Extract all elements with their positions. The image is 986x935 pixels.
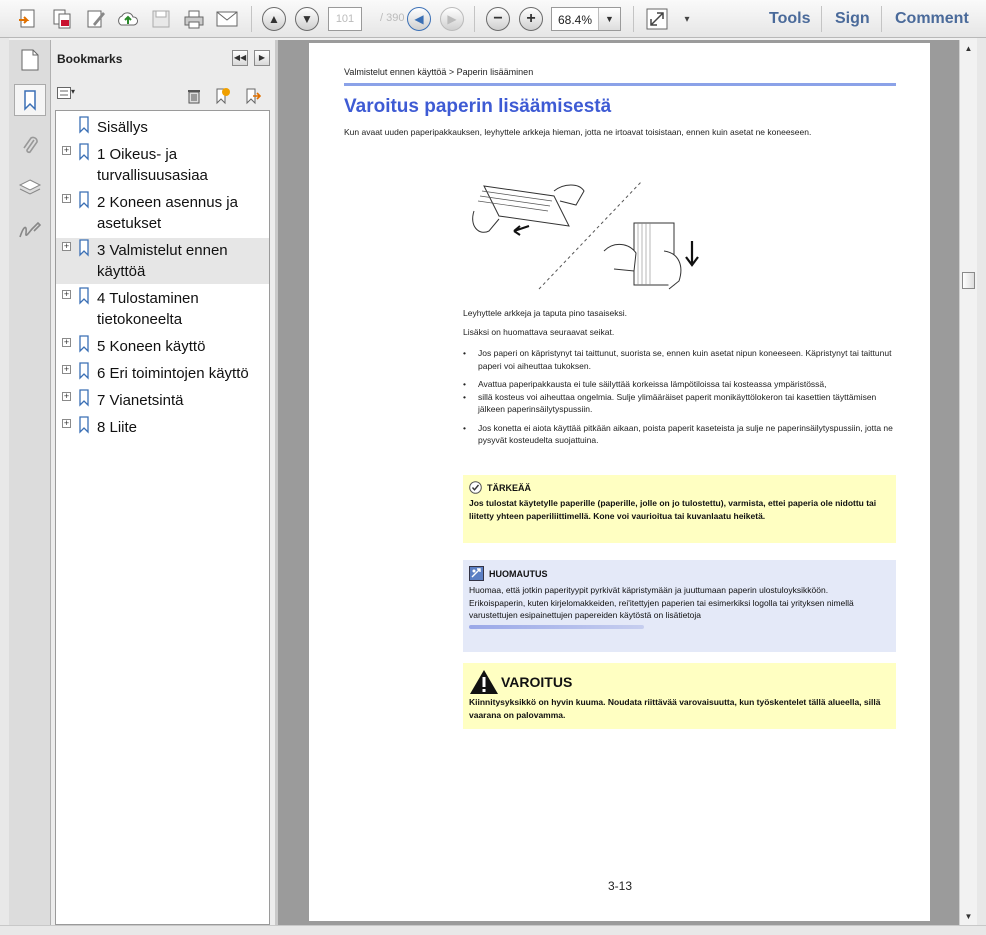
chevron-down-icon[interactable]: ▼: [598, 8, 620, 30]
page-breadcrumb: Valmistelut ennen käyttöä > Paperin lisääminen: [344, 67, 534, 77]
arrow-up-icon: ▲: [262, 7, 286, 31]
zoom-value: 68.4%: [558, 13, 593, 27]
plus-icon: +: [519, 7, 543, 31]
back-arrow-icon: ◀: [407, 7, 431, 31]
forward-arrow-icon: ▶: [440, 7, 464, 31]
bookmark-item[interactable]: [56, 115, 269, 139]
scroll-up-icon[interactable]: ▲: [964, 44, 973, 53]
expand-icon[interactable]: +: [63, 241, 70, 251]
important-box: [463, 475, 896, 543]
important-text: Jos tulostat käytetylle paperille (paperille, jolle on jo tulostettu), varmista, ettei paperia ole nidottu tai liitetty yhteen paperiliittimellä. Kone voi vaurioitua tai kuvanlaatu heiketä.: [469, 498, 877, 521]
combine-files-icon[interactable]: [48, 5, 76, 33]
email-icon[interactable]: [213, 5, 241, 33]
bookmark-label: 5 Koneen käyttö: [97, 338, 206, 355]
main-toolbar: [0, 0, 986, 38]
create-pdf-icon[interactable]: [14, 5, 42, 33]
window-frame-right: [977, 38, 986, 935]
toolbar-separator: [474, 6, 475, 32]
new-bookmark-icon[interactable]: [212, 86, 232, 106]
save-icon[interactable]: [147, 5, 175, 33]
scrollbar-thumb[interactable]: [962, 272, 975, 289]
page-total: / 390: [380, 12, 405, 24]
bullet-item: • Avattua paperipakkausta ei tule säilyttää korkeissa lämpötiloissa tai kosteassa ympäristössä,: [463, 378, 893, 391]
bookmark-icon: [78, 116, 90, 134]
warning-text: Kiinnitysyksikkö on hyvin kuuma. Noudata riittävää varovaisuutta, kun työskentelet tällä alueella, sillä vaarana on palovamma.: [469, 697, 881, 720]
bookmark-icon: [78, 191, 90, 209]
signatures-icon[interactable]: [14, 215, 46, 247]
bookmark-item-selected[interactable]: [56, 238, 269, 284]
bookmark-label: 7 Vianetsintä: [97, 392, 184, 409]
note-title: HUOMAUTUS: [489, 568, 548, 579]
note-icon: [469, 566, 484, 581]
header-rule: [344, 83, 896, 86]
tools-link[interactable]: Tools: [769, 10, 811, 27]
panel-menu-button[interactable]: ▶: [254, 50, 270, 66]
layers-icon[interactable]: [14, 172, 46, 204]
edit-document-icon[interactable]: [82, 5, 110, 33]
comment-link[interactable]: Comment: [895, 10, 969, 27]
bookmark-item[interactable]: [56, 286, 269, 332]
document-viewport[interactable]: [278, 40, 959, 925]
previous-view-button[interactable]: [405, 5, 433, 33]
window-frame-left: [0, 38, 9, 925]
next-view-button[interactable]: [438, 5, 466, 33]
bookmark-icon: [78, 416, 90, 434]
important-title: TÄRKEÄÄ: [487, 482, 531, 493]
arrow-down-icon: ▼: [295, 7, 319, 31]
bookmark-icon: [78, 335, 90, 353]
bookmark-label: 1 Oikeus- ja turvallisuusasiaa: [97, 146, 208, 184]
caption-text: Leyhyttele arkkeja ja taputa pino tasaiseksi.: [463, 308, 627, 318]
paper-fanning-illustration: [464, 171, 714, 301]
bookmark-item[interactable]: [56, 334, 269, 358]
print-icon[interactable]: [180, 5, 208, 33]
warning-triangle-icon: [469, 669, 499, 695]
previous-page-button[interactable]: [260, 5, 288, 33]
warning-box: [463, 663, 896, 729]
next-page-button[interactable]: [293, 5, 321, 33]
collapse-panel-button[interactable]: ◀◀: [232, 50, 248, 66]
bookmark-label: 3 Valmistelut ennen käyttöä: [97, 242, 228, 280]
bookmark-icon: [78, 239, 90, 257]
bullet-continuation-text: sillä kosteus voi aiheuttaa ongelmia. Sulje ylimääräiset paperit monikäyttölokeron tai kasettien täyttämisen jälkeen paperinsäilytyspussiin.: [478, 391, 877, 414]
bookmark-item[interactable]: [56, 190, 269, 236]
expand-icon[interactable]: +: [63, 364, 70, 374]
note-header: [469, 566, 890, 581]
toolbar-separator: [881, 6, 882, 32]
delete-bookmark-icon[interactable]: [184, 86, 204, 106]
toolbar-separator: [251, 6, 252, 32]
note-text-2: Erikoispaperin, kuten kirjelomakkeiden, rei'itettyjen paperien tai esimerkiksi logolla tai yrityksen nimellä varustettujen esipainettujen papereiden käytöstä on lisätietoja: [469, 597, 854, 620]
bookmark-icon: [78, 389, 90, 407]
zoom-out-button[interactable]: [484, 5, 512, 33]
bookmarks-panel: [51, 40, 275, 925]
bookmark-label: Sisällys: [97, 119, 148, 136]
section-heading: Varoitus paperin lisäämisestä: [344, 96, 612, 117]
obscured-link[interactable]: [469, 625, 644, 629]
bookmark-label: 4 Tulostaminen tietokoneelta: [97, 290, 199, 328]
page-thumbnails-icon[interactable]: [14, 44, 46, 76]
zoom-in-button[interactable]: [517, 5, 545, 33]
bookmark-label: 6 Eri toimintojen käyttö: [97, 365, 249, 382]
warning-header: [469, 669, 890, 695]
attachments-icon[interactable]: [14, 130, 46, 162]
zoom-select[interactable]: [551, 7, 621, 31]
bookmark-item[interactable]: [56, 142, 269, 188]
bullet-continuation: [463, 391, 893, 416]
toolbar-separator: [821, 6, 822, 32]
expand-icon[interactable]: +: [63, 391, 70, 401]
toolbar-separator: [633, 6, 634, 32]
page-number: 3-13: [608, 879, 633, 893]
expand-icon[interactable]: +: [63, 145, 70, 155]
bookmark-item[interactable]: [56, 415, 269, 439]
upload-cloud-icon[interactable]: [114, 5, 142, 33]
bookmark-label: 2 Koneen asennus ja asetukset: [97, 194, 238, 232]
important-header: [469, 481, 890, 494]
note-text-1: Huomaa, että jotkin paperityypit pyrkivät käpristymään ja juuttumaan paperin ulostuloyksikköön.: [469, 585, 829, 595]
expand-icon[interactable]: +: [63, 418, 70, 428]
navigation-pane-strip: [9, 40, 51, 925]
window-frame-bottom: [0, 925, 986, 935]
vertical-scrollbar[interactable]: [959, 40, 977, 925]
fit-page-button[interactable]: [643, 5, 671, 33]
bookmark-label: 8 Liite: [97, 419, 138, 436]
bookmark-icon: [78, 143, 90, 161]
document-page: [309, 43, 930, 921]
bookmarks-panel-icon[interactable]: [14, 84, 46, 116]
bullet-item: • Jos konetta ei aiota käyttää pitkään aikaan, poista paperit kaseteista ja sulje ne paperinsäilytyspussiin, jotta ne pysyvät kosteudelta suojattuina.: [463, 422, 893, 447]
expand-bookmark-icon[interactable]: [242, 86, 262, 106]
check-circle-icon: [469, 481, 482, 494]
page-number-input[interactable]: 101: [328, 7, 362, 31]
sign-link[interactable]: Sign: [835, 10, 870, 27]
bookmark-item[interactable]: [56, 361, 269, 385]
warning-title: VAROITUS: [501, 674, 573, 690]
minus-icon: −: [486, 7, 510, 31]
bookmark-options-menu[interactable]: ▾: [57, 87, 83, 105]
bullet-list: [463, 347, 893, 453]
expand-icon[interactable]: +: [63, 193, 70, 203]
bookmark-item[interactable]: [56, 388, 269, 412]
bookmark-tree: [55, 110, 270, 925]
bookmark-icon: [78, 362, 90, 380]
note-lead-text: Lisäksi on huomattava seuraavat seikat.: [463, 327, 615, 337]
intro-paragraph: Kun avaat uuden paperipakkauksen, leyhyttele arkkeja hieman, jotta ne irtoavat toisistaan, ennen kuin asetat ne koneeseen.: [344, 127, 812, 137]
note-box: [463, 560, 896, 652]
scroll-down-icon[interactable]: ▼: [964, 912, 973, 921]
toolbar-overflow-icon[interactable]: ▾: [684, 13, 690, 25]
bookmarks-title: Bookmarks: [57, 52, 123, 66]
bookmark-icon: [78, 287, 90, 305]
expand-icon[interactable]: +: [63, 289, 70, 299]
bullet-item: • Jos paperi on käpristynyt tai taittunut, suorista se, ennen kuin asetat nipun koneeseen. Käpristynyt tai taittunut paperi voi aiheuttaa tukoksen.: [463, 347, 893, 372]
expand-icon[interactable]: +: [63, 337, 70, 347]
